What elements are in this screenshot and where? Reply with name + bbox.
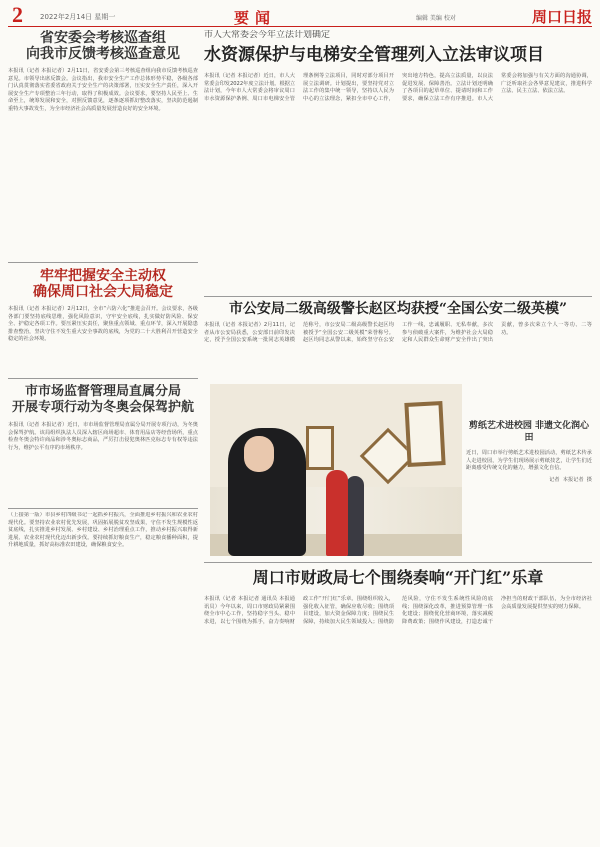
- editor-info: 编辑 美编 校对: [416, 15, 456, 22]
- article-title-line1: 市市场监督管理局直属分局: [24, 384, 181, 399]
- papercut-photo: [210, 384, 462, 556]
- newspaper-logo: 周口日报: [532, 8, 593, 26]
- student-figure: [326, 470, 348, 556]
- divider: [204, 562, 592, 563]
- article-title-line2: 开展专项行动为冬奥会保驾护航: [11, 400, 194, 415]
- article-safety-inspection: [8, 30, 198, 260]
- article-social-stability: [8, 268, 198, 378]
- student-figure: [346, 476, 364, 556]
- article-body: （上接第一版）市县乡村四级书记一起抓乡村振兴，全面推进乡村振兴和农业农村现代化。要坚持农业农村优先发展，巩固拓展脱贫攻坚成果，守住不发生规模性返贫底线，扎实推进乡村发展、乡村建设、乡村治理重点工作，推动乡村振兴取得新进展、农业农村现代化迈出新步伐。要持续抓好粮食生产，稳定粮食播种面积，提升耕地质量，抓好高标准农田建设，确保粮食安全。: [8, 512, 198, 549]
- divider: [8, 262, 198, 263]
- caption-body: 近日，周口市举行剪纸艺术进校园活动，剪纸艺术传承人走进校园，为学生们现场展示剪纸技艺，让学生们近距离感受传统文化的魅力，增强文化自信。: [466, 450, 592, 472]
- article-title-line2: 确保周口社会大局稳定: [33, 284, 173, 300]
- article-body: 本报讯（记者 本报记者）2月12日，全市“六防六化”推进会召开。会议要求，各级各部门要坚持底线思维，强化风险意识，守牢安全底线，扎实做好防风险、保安全、护稳定各项工作。要压紧压实责任，聚焦重点领域、重点环节，深入开展隐患排查整治，坚决守住不发生重大安全事故的底线，为党的二十大胜利召开营造安全稳定的社会环境。: [8, 306, 198, 343]
- divider: [8, 378, 198, 379]
- article-title: 市公安局二级高级警长赵区均获授“全国公安二级英模”: [228, 301, 568, 317]
- article-title: 周口市财政局七个围绕奏响“开门红”乐章: [252, 568, 544, 587]
- article-finance-bureau: [204, 568, 592, 843]
- article-title-line1: 牢牢把握安全主动权: [40, 268, 166, 284]
- article-title-line2: 向我市反馈考核巡查意见: [26, 46, 180, 62]
- issue-date: 2022年2月14日 星期一: [40, 13, 116, 21]
- photo-credit: 记者 本报记者 摄: [549, 476, 592, 483]
- article-body: 本报讯（记者 本报记者）近日，市人大常委会印发2022年度立法计划。根据立法计划，今年市人大常委会将审议周口市水资源保护条例、周口市电梯安全管理条例等立法项目，同时对部分项目开展立法调研。计划提出，要坚持党对立法工作的集中统一领导，坚持以人民为中心的立法理念，紧扣全市中心工作，突出地方特色，提高立法质量，以良法促进发展、保障善治。立法计划还明确了各项目的起草单位、提请时间和工作要求，确保立法工作有序推进。市人大常委会将加强与有关方面的沟通协调，广泛听取社会各界意见建议，推进科学立法、民主立法、依法立法。: [204, 73, 592, 102]
- divider: [204, 296, 592, 297]
- article-title-line1: 省安委会考核巡查组: [40, 30, 166, 46]
- article-title: 水资源保护与电梯安全管理列入立法审议项目: [204, 45, 544, 65]
- article-legislation-plan: [204, 30, 592, 290]
- article-body: 本报讯（记者 本报记者 通讯员 本报通讯员）今年以来，周口市财政局紧紧围绕全市中心工作，坚持稳字当头、稳中求进，以七个围绕为抓手，奋力奏响财政工作“开门红”乐章。围绕组织收入，强化收入征管，确保应收尽收；围绕项目建设，加大资金保障力度；围绕民生保障，持续加大民生领域投入；围绕防范风险，守住不发生系统性风险的底线；围绕深化改革，推进预算管理一体化建设；围绕优化营商环境，落实减税降费政策；围绕作风建设，打造忠诚干净担当的财政干部队伍，为全市经济社会高质量发展提供坚实的财力保障。: [204, 596, 592, 625]
- divider: [8, 508, 198, 509]
- page-number: 2: [12, 2, 23, 27]
- article-market-supervision: [8, 384, 198, 504]
- article-body: 本报讯（记者 本报记者）2月11日，省安委会第三考核巡查组向我市反馈考核巡查意见。市领导出席反馈会。会议指出，我市安全生产工作总体形势平稳，各级各部门认真贯彻落实省委省政府关于安全生产的决策部署，压实安全生产责任，深入开展安全生产专项整治三年行动，取得了积极成效。会议要求，要坚持人民至上、生命至上，统筹发展和安全，对照反馈意见，逐条逐项抓好整改落实，坚决防范遏制重特大事故发生，为全市经济社会高质量发展营造良好的安全环境。: [8, 68, 198, 112]
- article-body: 本报讯（记者 本报记者）近日，市市场监督管理局直属分局开展专项行动，为冬奥会保驾护航。该局组织执法人员深入辖区商场超市、体育用品店等经营场所，重点检查冬奥会特许商品和涉冬奥标志商品，严厉打击侵犯奥林匹克标志专有权等违法行为，维护公平有序的市场秩序。: [8, 422, 198, 451]
- papercut-frame: [306, 426, 334, 470]
- section-title: 要闻: [234, 9, 277, 27]
- caption-title: 剪纸艺术进校园 非遗文化润心田: [468, 421, 590, 443]
- page-header: [8, 4, 592, 27]
- papercut-frame: [404, 401, 445, 467]
- article-kicker: 市人大常委会今年立法计划确定: [204, 30, 331, 40]
- photo-caption-box: [466, 384, 592, 556]
- article-rural-revitalization: [8, 512, 198, 842]
- article-police-hero: [204, 300, 592, 380]
- article-body: 本报讯（记者 本报记者）2月11日，记者从市公安局获悉，公安部日前印发决定，授予全国公安系统一批同志英雄模范称号，市公安局二级高级警长赵区均被授予“全国公安二级英模”荣誉称号。赵区均同志从警以来，始终坚守在公安工作一线，忠诚履职、无私奉献，多次参与侦破重大案件，为维护社会大局稳定和人民群众生命财产安全作出了突出贡献，曾多次荣立个人一等功、二等功。: [204, 322, 592, 344]
